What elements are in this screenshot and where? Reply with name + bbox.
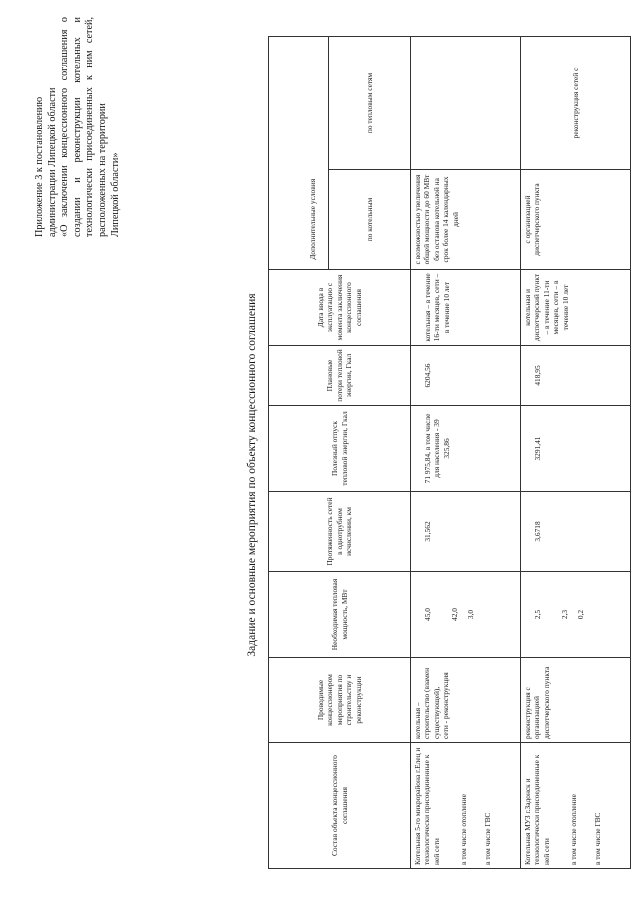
- header-power: Необходимая тепловая мощность, МВт: [269, 572, 411, 658]
- power-gvs: 3,0: [465, 609, 475, 620]
- date-value: котельная и диспетчерский пункт – в течение 11-ти месяцев, сети – в течение 10 лет: [523, 273, 570, 342]
- cell-object: [411, 743, 521, 869]
- header-extra-net: по тепловым сетям: [329, 37, 411, 170]
- measures-text-a: котельная – строительство (взамен существующей),: [413, 667, 441, 739]
- cell-date: [411, 270, 521, 346]
- concession-table: [268, 36, 631, 869]
- object-gvs: в том числе ГВС: [482, 812, 492, 865]
- header-losses: Плановые потери тепловой энергии, Гкал: [269, 346, 411, 406]
- cell-supply: [521, 406, 631, 492]
- table-header-row: [269, 37, 297, 869]
- power-heat: 42,0: [450, 608, 460, 621]
- cell-power: [521, 572, 631, 658]
- header-object: Состав объекта концессионного соглашения: [269, 743, 411, 869]
- supply-value: 3291,41: [533, 436, 542, 461]
- appendix-line-2: администрации Липецкой области: [46, 87, 58, 237]
- header-extra-boiler: по котельным: [329, 170, 411, 270]
- header-extra: Дополнительные условия: [297, 170, 329, 270]
- power-heat: 2,3: [560, 609, 570, 620]
- supply-value: 71 975,84, в том числе для населения - 39 325,86: [423, 413, 451, 484]
- cell-extra-boiler: с организацией диспетчерского пункта: [521, 170, 631, 270]
- object-gvs: в том числе ГВС: [592, 812, 602, 865]
- document-title: Задание и основные мероприятия по объекту концессионного соглашения: [246, 293, 258, 657]
- cell-power: [411, 572, 521, 658]
- header-measures: Проводимые концессионером мероприятия по строительству и реконструкции: [269, 658, 411, 743]
- header-extra-blank: [297, 37, 329, 170]
- appendix-line-1: Приложение 3 к постановлению: [34, 96, 45, 237]
- appendix-line-4: Липецкой области»: [109, 152, 121, 237]
- cell-measures: [521, 658, 631, 743]
- measures-text-b: сети - реконструкция: [441, 672, 451, 739]
- cell-losses: [521, 346, 631, 406]
- object-heat: в том числе отопление: [459, 794, 469, 865]
- table-row: [411, 37, 521, 869]
- cell-object: [521, 743, 631, 869]
- power-gvs: 0,2: [575, 609, 585, 620]
- table-row: [521, 37, 631, 869]
- losses-value: 6204,56: [423, 363, 432, 388]
- cell-measures: [411, 658, 521, 743]
- length-value: 3,6718: [533, 521, 542, 542]
- appendix-note: [34, 17, 122, 237]
- cell-supply: [411, 406, 521, 492]
- object-name: Котельная 5-го микрорайона г.Елец и технологически присоединенные к ней сети: [413, 747, 441, 865]
- cell-length: [411, 492, 521, 572]
- header-length: Протяженность сетей в однотрубном исчислении, км: [269, 492, 411, 572]
- date-value: котельная – в течение 16-ти месяцев, сети – в течение 10 лет: [423, 273, 451, 342]
- appendix-line-3: «О заключении концессионного соглашения о создании и реконструкции котельных и технологически присоединенных к ним сетей, расположенных на территории: [59, 17, 108, 237]
- power-total: 45,0: [423, 608, 432, 621]
- cell-date: [521, 270, 631, 346]
- header-extra-spacer: [269, 37, 297, 270]
- losses-value: 418,95: [533, 365, 542, 386]
- header-date: Дата ввода в эксплуатацию с момента заключения концессионного соглашения: [269, 270, 411, 346]
- header-supply: Полезный отпуск тепловой энергии, Гкал: [269, 406, 411, 492]
- cell-length: [521, 492, 631, 572]
- object-heat: в том числе отопление: [569, 794, 579, 865]
- power-total: 2,5: [533, 609, 542, 620]
- measures-text-a: реконструкция с организацией диспетчерского пункта: [523, 666, 551, 739]
- length-value: 31,562: [423, 521, 432, 542]
- cell-losses: [411, 346, 521, 406]
- object-name: Котельная МУЗ г.Задонск и технологически присоединенные к ней сети: [523, 754, 551, 865]
- cell-extra-boiler: с возможностью увеличения общей мощности до 60 МВт без останова котельной на срок более 14 календарных дней: [411, 170, 521, 270]
- cell-extra-net: реконструкция сетей с: [521, 37, 631, 170]
- cell-extra-net: [411, 37, 521, 170]
